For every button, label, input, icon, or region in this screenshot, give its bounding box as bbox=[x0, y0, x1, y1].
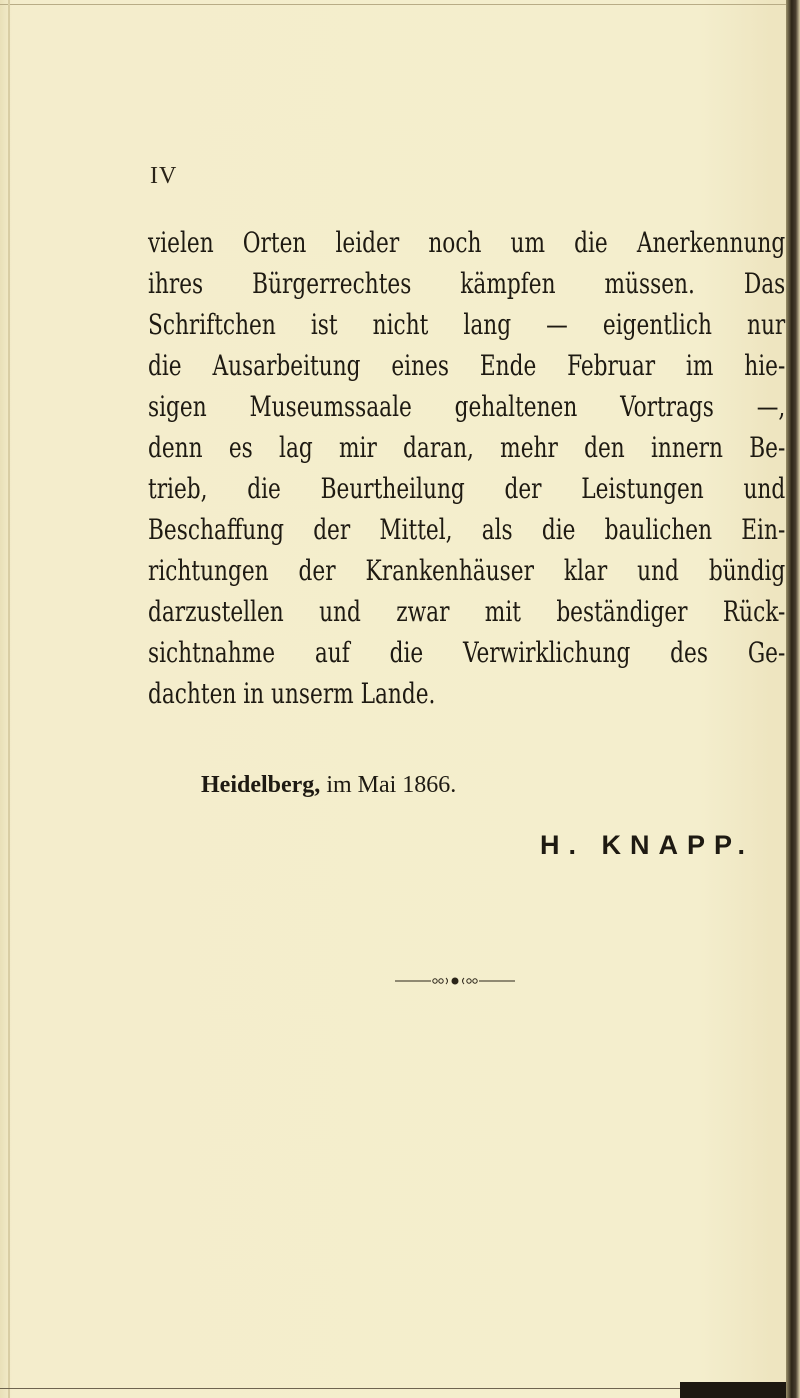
book-spine-edge bbox=[786, 0, 800, 1398]
ornament-divider-icon bbox=[395, 975, 515, 987]
text-line: vielen Orten leider noch um die Anerkennung bbox=[148, 226, 786, 259]
date: im Mai 1866. bbox=[326, 772, 457, 798]
author-signature: H. KNAPP. bbox=[540, 830, 755, 860]
dark-corner-mark bbox=[680, 1382, 786, 1398]
page-edge-bottom bbox=[0, 1388, 786, 1389]
text-line: dachten in unserm Lande. bbox=[148, 677, 436, 710]
place-date bbox=[201, 772, 456, 799]
text-line: sigen Museumssaale gehaltenen Vortrags —, bbox=[148, 390, 786, 423]
page-number: IV bbox=[150, 163, 178, 189]
page-edge-top bbox=[0, 4, 790, 5]
body-text bbox=[148, 222, 785, 714]
text-line: trieb, die Beurtheilung der Leistungen und bbox=[148, 472, 786, 505]
page-edge-left bbox=[8, 0, 10, 1398]
text-line: ihres Bürgerrechtes kämpfen müssen. Das bbox=[148, 267, 786, 300]
text-line: richtungen der Krankenhäuser klar und bündig bbox=[148, 554, 786, 587]
text-line: Beschaffung der Mittel, als die baulichen Ein- bbox=[148, 513, 786, 546]
text-line: darzustellen und zwar mit beständiger Rück- bbox=[148, 595, 786, 628]
place: Heidelberg, bbox=[201, 772, 321, 798]
text-line: Schriftchen ist nicht lang — eigentlich nur bbox=[148, 308, 786, 341]
text-line: die Ausarbeitung eines Ende Februar im hie- bbox=[148, 349, 786, 382]
text-line: sichtnahme auf die Verwirklichung des Ge- bbox=[148, 636, 786, 669]
text-line: denn es lag mir daran, mehr den innern Be- bbox=[148, 431, 786, 464]
